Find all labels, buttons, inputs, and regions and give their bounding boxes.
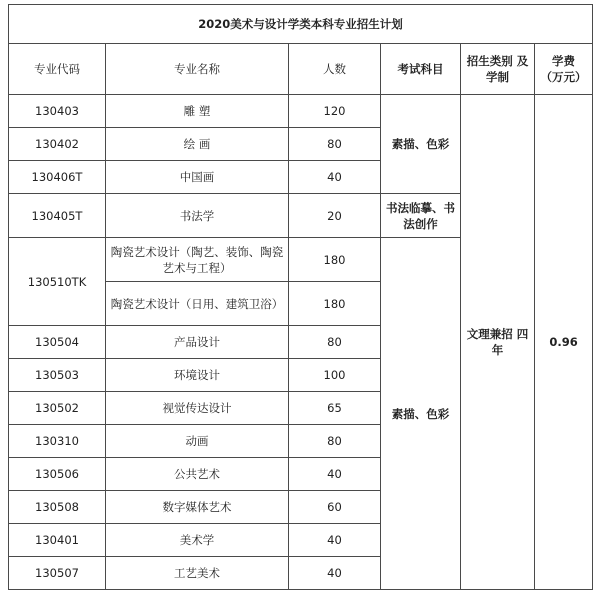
row-name: 数字媒体艺术: [106, 491, 289, 524]
row-name: 工艺美术: [106, 557, 289, 590]
row-code: 130402: [9, 128, 106, 161]
row-count: 180: [289, 238, 381, 282]
row-code: 130405T: [9, 194, 106, 238]
row-code: 130401: [9, 524, 106, 557]
row-name: 绘 画: [106, 128, 289, 161]
row-count: 180: [289, 282, 381, 326]
exam-group-1: 素描、色彩: [381, 95, 461, 194]
header-name: 专业名称: [106, 44, 289, 95]
row-code: 130507: [9, 557, 106, 590]
row-count: 65: [289, 392, 381, 425]
fee-cell: 0.96: [535, 95, 593, 590]
row-code: 130406T: [9, 161, 106, 194]
row-name: 陶瓷艺术设计（日用、建筑卫浴）: [106, 282, 289, 326]
row-name: 产品设计: [106, 326, 289, 359]
header-code: 专业代码: [9, 44, 106, 95]
header-exam: 考试科目: [381, 44, 461, 95]
header-count: 人数: [289, 44, 381, 95]
table-title: 2020美术与设计学类本科专业招生计划: [9, 5, 593, 44]
row-code: 130506: [9, 458, 106, 491]
row-name: 陶瓷艺术设计（陶艺、装饰、陶瓷艺术与工程）: [106, 238, 289, 282]
exam-group-2: 书法临摹、书法创作: [381, 194, 461, 238]
enrollment-plan-table: [8, 4, 593, 590]
row-name: 动画: [106, 425, 289, 458]
row-count: 40: [289, 524, 381, 557]
row-code: 130504: [9, 326, 106, 359]
row-count: 120: [289, 95, 381, 128]
row-count: 20: [289, 194, 381, 238]
row-count: 40: [289, 557, 381, 590]
row-code: 130403: [9, 95, 106, 128]
row-count: 40: [289, 458, 381, 491]
row-count: 100: [289, 359, 381, 392]
row-count: 80: [289, 128, 381, 161]
header-category: 招生类别 及学制: [461, 44, 535, 95]
row-code: 130508: [9, 491, 106, 524]
row-name: 视觉传达设计: [106, 392, 289, 425]
row-code: 130310: [9, 425, 106, 458]
row-count: 80: [289, 425, 381, 458]
row-name: 中国画: [106, 161, 289, 194]
row-count: 80: [289, 326, 381, 359]
row-name: 书法学: [106, 194, 289, 238]
row-code: 130503: [9, 359, 106, 392]
row-name: 美术学: [106, 524, 289, 557]
row-code: 130502: [9, 392, 106, 425]
row-name: 环境设计: [106, 359, 289, 392]
row-code: 130510TK: [9, 238, 106, 326]
exam-group-3: 素描、色彩: [381, 238, 461, 590]
header-fee: 学费 （万元）: [535, 44, 593, 95]
row-count: 40: [289, 161, 381, 194]
row-name: 公共艺术: [106, 458, 289, 491]
row-name: 雕 塑: [106, 95, 289, 128]
row-count: 60: [289, 491, 381, 524]
category-cell: 文理兼招 四年: [461, 95, 535, 590]
table-row: [9, 95, 593, 128]
